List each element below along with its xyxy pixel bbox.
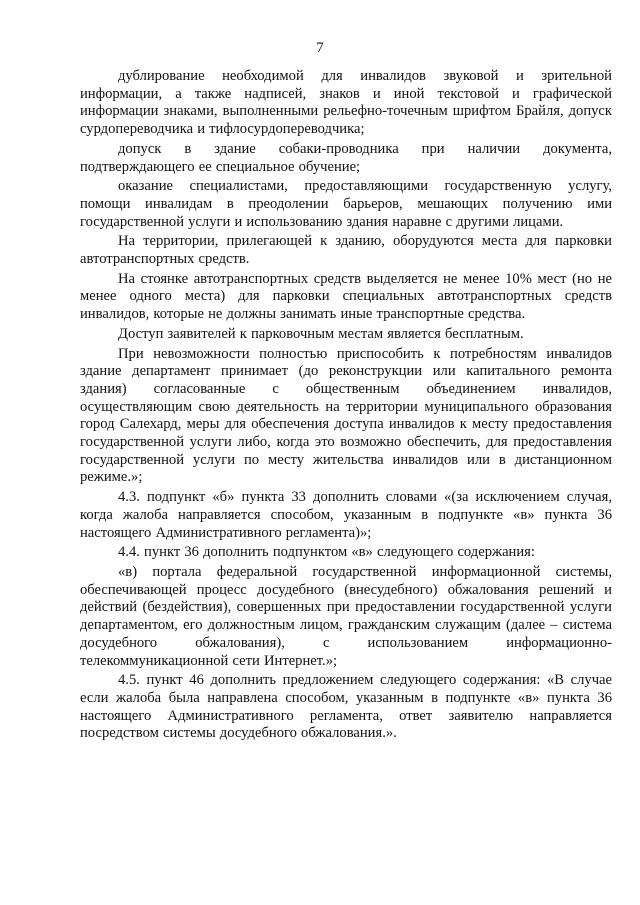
paragraph-item-4-3: 4.3. подпункт «б» пункта 33 дополнить словами «(за исключением случая, когда жалоба направляется способом, указанным в подпункте «в» пункта 36 настоящего Административного регламента)»; [80,489,612,541]
paragraph-parking-quota: На стоянке автотранспортных средств выделяется не менее 10% мест (но не менее одного места) для парковки специальных автотранспортных средств инвалидов, которые не должны занимать иные транспортные средства. [80,270,612,323]
page-number: 7 [316,40,324,56]
paragraph-guide-dog: допуск в здание собаки-проводника при наличии документа, подтверждающего ее специальное обучение; [80,140,612,175]
document-body [80,68,612,745]
paragraph-braille-info: дублирование необходимой для инвалидов звуковой и зрительной информации, а также надписей, знаков и иной текстовой и графической информации знаками, выполненными рельефно-точечным шрифтом Брайля, допуск сурдопереводчика и тифлосурдопереводчика; [80,68,612,138]
paragraph-specialist-assistance: оказание специалистами, предоставляющими государственную услугу, помощи инвалидам в преодолении барьеров, мешающих получению ими государственной услуги и использованию здания наравне с другими лицами. [80,178,612,230]
paragraph-parking-free: Доступ заявителей к парковочным местам является бесплатным. [118,325,524,342]
paragraph-accessibility-measures: При невозможности полностью приспособить к потребностям инвалидов здание департамент принимает (до реконструкции или капитального ремонта здания) согласованные с общественным объединением инвалидов, осуществляющим свою деятельность на территории муниципального образования город Салехард, меры для обеспечения доступа инвалидов к месту предоставления государственной услуги либо, когда это возможно обеспечить, для предоставления государственной услуги по месту жительства инвалидов или в дистанционном режиме.»; [80,345,612,486]
paragraph-item-4-5: 4.5. пункт 46 дополнить предложением следующего содержания: «В случае если жалоба была направлена способом, указанным в подпункте «в» пункта 36 настоящего Административного регламента, ответ заявителю направляется посредством системы досудебного обжалования.». [80,672,612,742]
paragraph-subitem-v: «в) портала федеральной государственной информационной системы, обеспечивающей процесс досудебного (внесудебного) обжалования решений и действий (бездействия), совершенных при предоставлении государственной услуги департаментом, его должностным лицом, гражданским служащим (далее – система досудебного обжалования), с использованием информационно-телекоммуникационной сети Интернет.»; [80,563,612,669]
paragraph-item-4-4: 4.4. пункт 36 дополнить подпунктом «в» следующего содержания: [118,544,535,561]
paragraph-parking-territory: На территории, прилегающей к зданию, оборудуются места для парковки автотранспортных средств. [80,233,612,268]
